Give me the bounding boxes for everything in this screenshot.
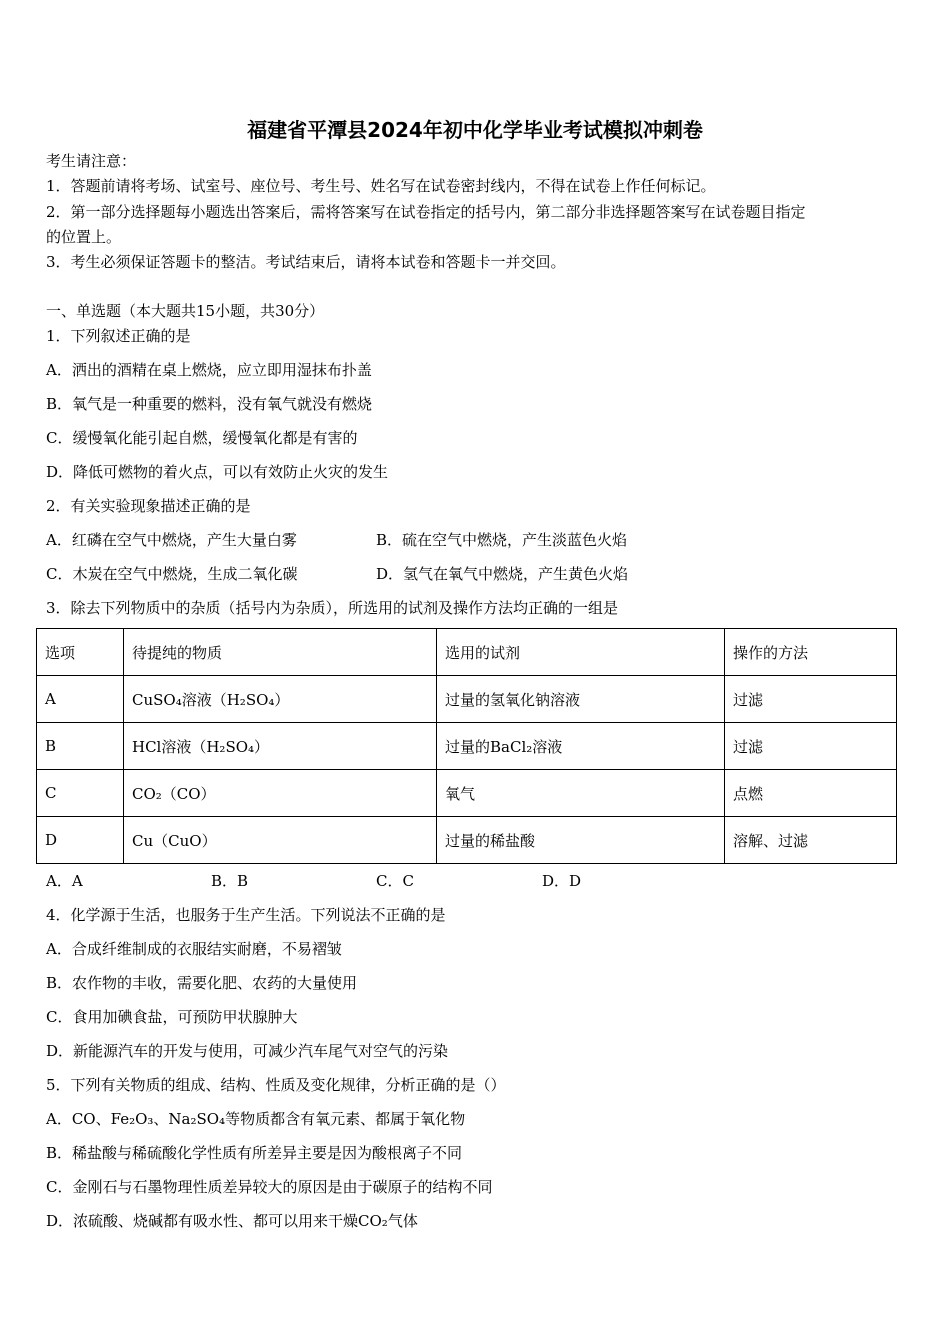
option: A．CO、Fe₂O₃、Na₂SO₄等物质都含有氧元素、都属于氧化物	[46, 1110, 466, 1128]
option: C．金刚石与石墨物理性质差异较大的原因是由于碳原子的结构不同	[46, 1178, 493, 1196]
table-header-cell: 选项	[37, 629, 124, 676]
table-header-cell: 待提纯的物质	[124, 629, 437, 676]
option: A．红磷在空气中燃烧，产生大量白雾	[46, 531, 297, 549]
question-stem: 3．除去下列物质中的杂质（括号内为杂质），所选用的试剂及操作方法均正确的一组是	[46, 599, 619, 617]
notice-item: 3．考生必须保证答题卡的整洁。考试结束后，请将本试卷和答题卡一并交回。	[46, 253, 566, 271]
table-cell: 过滤	[725, 676, 897, 723]
table-cell: D	[37, 817, 124, 864]
question-stem: 1．下列叙述正确的是	[46, 327, 191, 345]
table-cell: 点燃	[725, 770, 897, 817]
option: A．洒出的酒精在桌上燃烧，应立即用湿抹布扑盖	[46, 361, 372, 379]
table-row	[37, 723, 897, 770]
table-cell: CuSO₄溶液（H₂SO₄）	[124, 676, 437, 723]
option: B．农作物的丰收，需要化肥、农药的大量使用	[46, 974, 358, 992]
table-cell: Cu（CuO）	[124, 817, 437, 864]
table-cell: A	[37, 676, 124, 723]
option: D．浓硫酸、烧碱都有吸水性、都可以用来干燥CO₂气体	[46, 1212, 418, 1230]
question-stem: 2．有关实验现象描述正确的是	[46, 497, 251, 515]
option: B．B	[211, 872, 249, 890]
notice-heading: 考生请注意：	[46, 152, 137, 170]
table-row	[37, 770, 897, 817]
option: C．食用加碘食盐，可预防甲状腺肿大	[46, 1008, 298, 1026]
table-cell: CO₂（CO）	[124, 770, 437, 817]
table-cell: HCl溶液（H₂SO₄）	[124, 723, 437, 770]
table-cell: 过量的稀盐酸	[437, 817, 725, 864]
table-cell: 过量的氢氧化钠溶液	[437, 676, 725, 723]
option: D．降低可燃物的着火点，可以有效防止火灾的发生	[46, 463, 389, 481]
option: B．稀盐酸与稀硫酸化学性质有所差异主要是因为酸根离子不同	[46, 1144, 463, 1162]
table-cell: 过量的BaCl₂溶液	[437, 723, 725, 770]
option: C．缓慢氧化能引起自燃，缓慢氧化都是有害的	[46, 429, 358, 447]
table-cell: 溶解、过滤	[725, 817, 897, 864]
option: C．木炭在空气中燃烧，生成二氧化碳	[46, 565, 298, 583]
table-row	[37, 817, 897, 864]
option: D．氢气在氧气中燃烧，产生黄色火焰	[376, 565, 629, 583]
table-cell: 氧气	[437, 770, 725, 817]
question-stem: 5．下列有关物质的组成、结构、性质及变化规律，分析正确的是（）	[46, 1076, 506, 1094]
table-header-cell: 选用的试剂	[437, 629, 725, 676]
table-cell: B	[37, 723, 124, 770]
notice-item: 的位置上。	[46, 228, 122, 246]
option: D．新能源汽车的开发与使用，可减少汽车尾气对空气的污染	[46, 1042, 449, 1060]
table-header-cell: 操作的方法	[725, 629, 897, 676]
table-row	[37, 676, 897, 723]
notice-item: 2．第一部分选择题每小题选出答案后，需将答案写在试卷指定的括号内，第二部分非选择题答案写在试卷题目指定	[46, 203, 806, 221]
table-cell: 过滤	[725, 723, 897, 770]
table-cell: C	[37, 770, 124, 817]
page-title: 福建省平潭县2024年初中化学毕业考试模拟冲刺卷	[247, 118, 703, 142]
option: C．C	[376, 872, 414, 890]
reagent-table	[36, 628, 897, 864]
option: A．合成纤维制成的衣服结实耐磨，不易褶皱	[46, 940, 342, 958]
option: B．氧气是一种重要的燃料，没有氧气就没有燃烧	[46, 395, 373, 413]
notice-item: 1．答题前请将考场、试室号、座位号、考生号、姓名写在试卷密封线内，不得在试卷上作任何标记。	[46, 177, 716, 195]
option: A．A	[46, 872, 83, 890]
section-heading: 一、单选题（本大题共15小题，共30分）	[46, 302, 325, 320]
option: B．硫在空气中燃烧，产生淡蓝色火焰	[376, 531, 628, 549]
question-stem: 4．化学源于生活，也服务于生产生活。下列说法不正确的是	[46, 906, 446, 924]
table-header-row	[37, 629, 897, 676]
option: D．D	[542, 872, 582, 890]
